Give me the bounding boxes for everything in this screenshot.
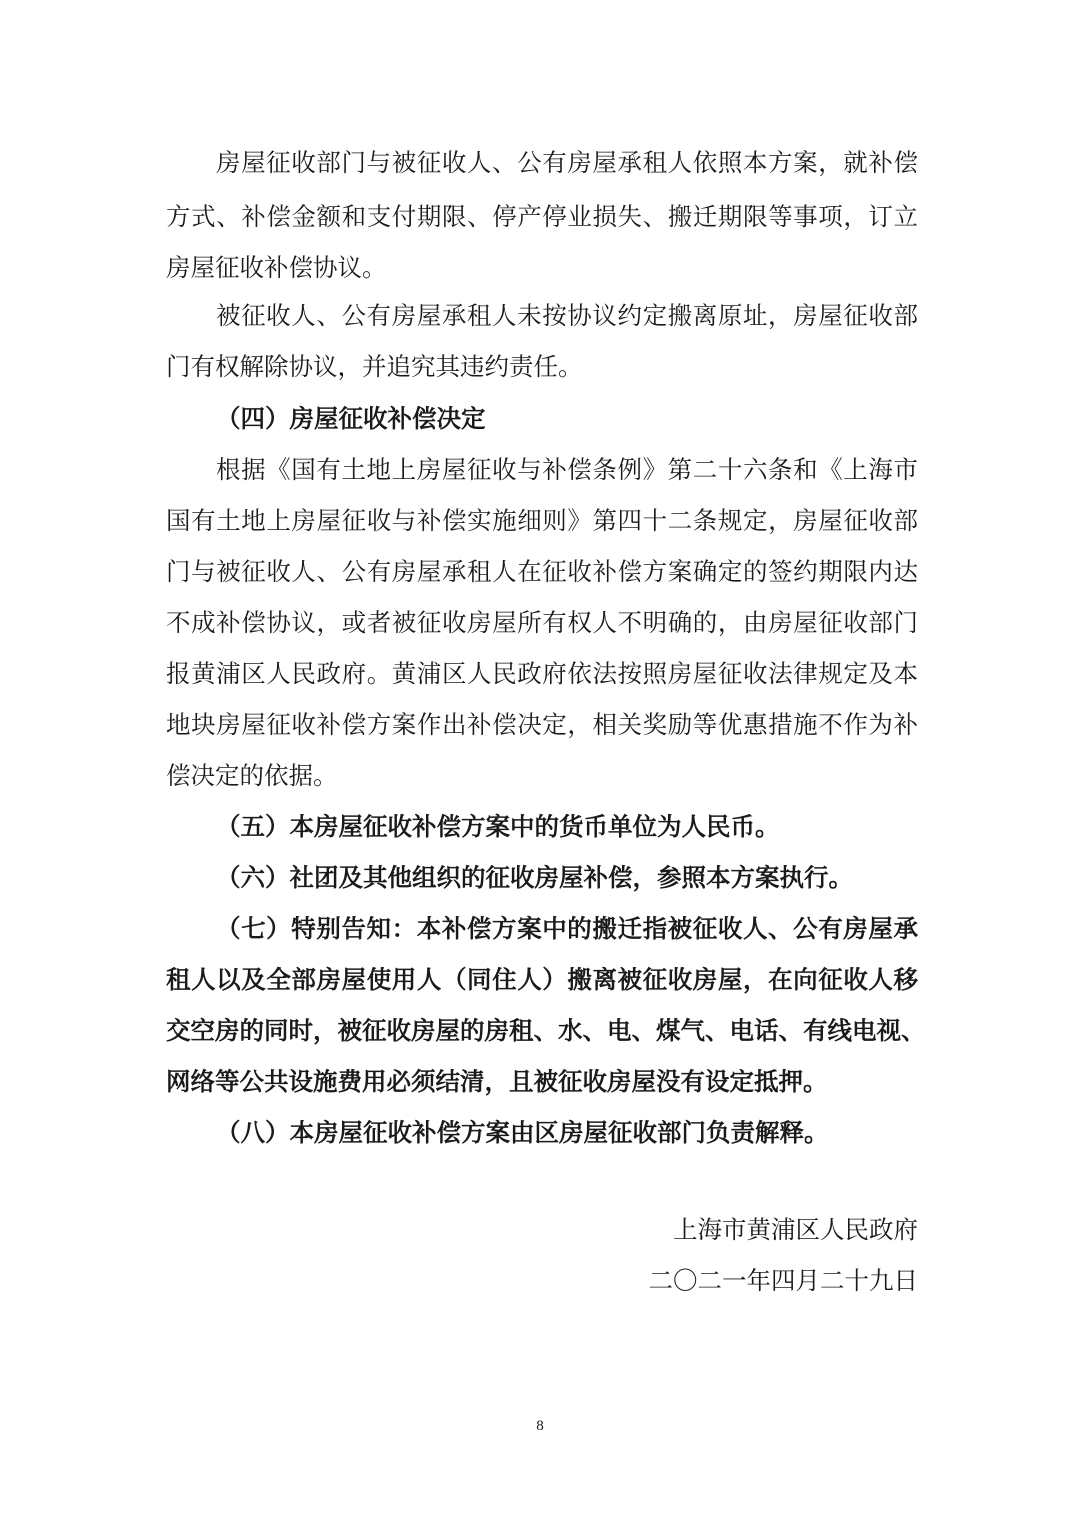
paragraph-line: 国有土地上房屋征收与补偿实施细则》第四十二条规定，房屋征收部 (166, 506, 918, 535)
paragraph-line: 不成补偿协议，或者被征收房屋所有权人不明确的，由房屋征收部门 (166, 608, 918, 637)
item-seven-line: 交空房的同时，被征收房屋的房租、水、电、煤气、电话、有线电视、 (166, 1016, 926, 1045)
paragraph-line: 房屋征收部门与被征收人、公有房屋承租人依照本方案，就补偿 (216, 148, 918, 177)
section-heading: （四）房屋征收补偿决定 (216, 404, 486, 433)
paragraph-line: 房屋征收补偿协议。 (166, 253, 387, 282)
paragraph-line: 方式、补偿金额和支付期限、停产停业损失、搬迁期限等事项，订立 (166, 202, 918, 231)
paragraph-line: 门有权解除协议，并追究其违约责任。 (166, 352, 583, 381)
item-seven-line: （七）特别告知：本补偿方案中的搬迁指被征收人、公有房屋承 (216, 914, 918, 943)
paragraph-line: 门与被征收人、公有房屋承租人在征收补偿方案确定的签约期限内达 (166, 557, 918, 586)
paragraph-line: 偿决定的依据。 (166, 761, 338, 790)
item-five: （五）本房屋征收补偿方案中的货币单位为人民币。 (216, 812, 780, 841)
item-six: （六）社团及其他组织的征收房屋补偿，参照本方案执行。 (216, 863, 853, 892)
paragraph-line: 地块房屋征收补偿方案作出补偿决定，相关奖励等优惠措施不作为补 (166, 710, 918, 739)
item-seven-line: 租人以及全部房屋使用人（同住人）搬离被征收房屋，在向征收人移 (166, 965, 918, 994)
page-number: 8 (536, 1418, 544, 1434)
paragraph-line: 根据《国有土地上房屋征收与补偿条例》第二十六条和《上海市 (216, 455, 918, 484)
item-seven-line: 网络等公共设施费用必须结清，且被征收房屋没有设定抵押。 (166, 1067, 828, 1096)
signature-issuer: 上海市黄浦区人民政府 (673, 1215, 918, 1244)
paragraph-line: 被征收人、公有房屋承租人未按协议约定搬离原址，房屋征收部 (216, 301, 918, 330)
paragraph-line: 报黄浦区人民政府。黄浦区人民政府依法按照房屋征收法律规定及本 (166, 659, 918, 688)
item-eight: （八）本房屋征收补偿方案由区房屋征收部门负责解释。 (216, 1118, 829, 1147)
signature-date: 二〇二一年四月二十九日 (648, 1266, 918, 1295)
